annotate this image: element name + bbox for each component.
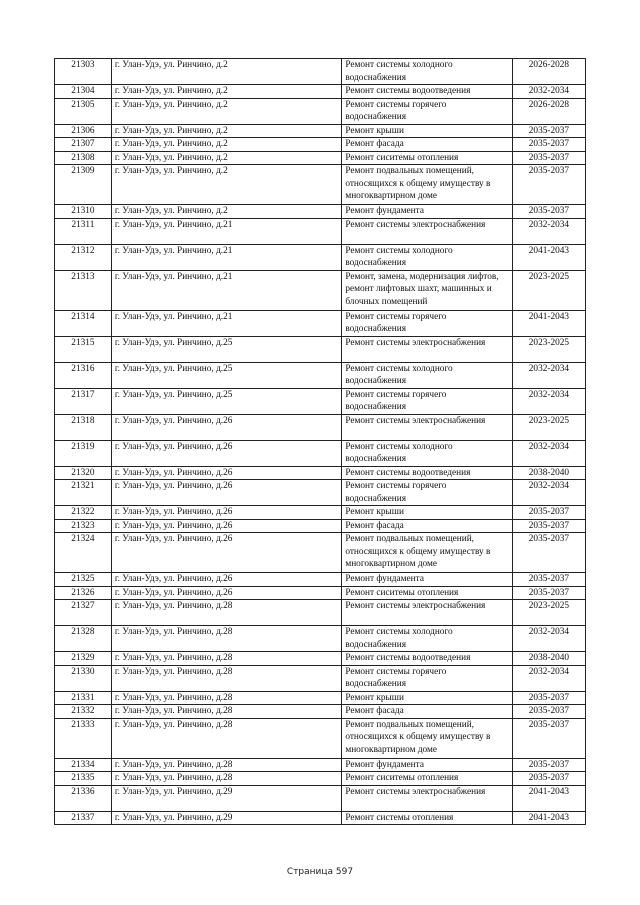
row-work-type: Ремонт фасада	[342, 519, 513, 533]
row-id: 21334	[55, 758, 112, 772]
row-id: 21333	[55, 718, 112, 758]
row-period: 2032-2034	[512, 626, 585, 652]
row-id: 21332	[55, 705, 112, 719]
row-period: 2026-2028	[512, 98, 585, 124]
table-row	[55, 165, 586, 205]
table-row	[55, 586, 586, 600]
row-work-type: Ремонт фундамента	[342, 758, 513, 772]
row-id: 21326	[55, 586, 112, 600]
row-period: 2023-2025	[512, 270, 585, 310]
row-address: г. Улан-Удэ, ул. Ринчино, д.28	[111, 652, 341, 666]
table-row	[55, 85, 586, 99]
table-row	[55, 98, 586, 124]
row-work-type: Ремонт системы холодного водоснабжения	[342, 440, 513, 466]
row-work-type: Ремонт крыши	[342, 691, 513, 705]
table-row	[55, 124, 586, 138]
row-work-type: Ремонт подвальных помещений, относящихся к общему имуществу в многоквартирном доме	[342, 165, 513, 205]
row-id: 21303	[55, 59, 112, 85]
row-period: 2032-2034	[512, 388, 585, 414]
table-row	[55, 573, 586, 587]
table-row	[55, 705, 586, 719]
row-address: г. Улан-Удэ, ул. Ринчино, д.26	[111, 573, 341, 587]
row-work-type: Ремонт системы холодного водоснабжения	[342, 59, 513, 85]
repair-schedule-table	[54, 58, 586, 825]
row-id: 21310	[55, 205, 112, 219]
row-address: г. Улан-Удэ, ул. Ринчино, д.29	[111, 811, 341, 825]
row-id: 21317	[55, 388, 112, 414]
row-id: 21329	[55, 652, 112, 666]
row-work-type: Ремонт системы горячего водоснабжения	[342, 98, 513, 124]
row-id: 21321	[55, 480, 112, 506]
row-period: 2035-2037	[512, 718, 585, 758]
row-address: г. Улан-Удэ, ул. Ринчино, д.28	[111, 758, 341, 772]
row-work-type: Ремонт, замена, модернизация лифтов, ремонт лифтовых шахт, машинных и блочных помещений	[342, 270, 513, 310]
row-id: 21318	[55, 414, 112, 440]
row-work-type: Ремонт фундамента	[342, 573, 513, 587]
row-period: 2035-2037	[512, 519, 585, 533]
table-row	[55, 772, 586, 786]
row-work-type: Ремонт системы холодного водоснабжения	[342, 362, 513, 388]
row-period: 2032-2034	[512, 440, 585, 466]
row-address: г. Улан-Удэ, ул. Ринчино, д.26	[111, 440, 341, 466]
row-id: 21323	[55, 519, 112, 533]
row-period: 2041-2043	[512, 244, 585, 270]
row-period: 2035-2037	[512, 165, 585, 205]
row-address: г. Улан-Удэ, ул. Ринчино, д.21	[111, 218, 341, 244]
row-address: г. Улан-Удэ, ул. Ринчино, д.2	[111, 151, 341, 165]
row-address: г. Улан-Удэ, ул. Ринчино, д.26	[111, 506, 341, 520]
row-address: г. Улан-Удэ, ул. Ринчино, д.26	[111, 533, 341, 573]
repair-schedule-body	[55, 59, 586, 825]
table-row	[55, 519, 586, 533]
row-address: г. Улан-Удэ, ул. Ринчино, д.28	[111, 705, 341, 719]
row-id: 21327	[55, 600, 112, 626]
row-id: 21325	[55, 573, 112, 587]
row-period: 2032-2034	[512, 665, 585, 691]
row-id: 21316	[55, 362, 112, 388]
row-period: 2035-2037	[512, 691, 585, 705]
table-row	[55, 600, 586, 626]
row-id: 21305	[55, 98, 112, 124]
table-row	[55, 533, 586, 573]
row-period: 2035-2037	[512, 772, 585, 786]
row-period: 2035-2037	[512, 758, 585, 772]
row-period: 2035-2037	[512, 573, 585, 587]
row-id: 21337	[55, 811, 112, 825]
row-work-type: Ремонт системы электроснабжения	[342, 785, 513, 811]
row-work-type: Ремонт фундамента	[342, 205, 513, 219]
row-period: 2038-2040	[512, 466, 585, 480]
table-row	[55, 244, 586, 270]
row-address: г. Улан-Удэ, ул. Ринчино, д.2	[111, 138, 341, 152]
table-row	[55, 362, 586, 388]
row-period: 2035-2037	[512, 533, 585, 573]
row-period: 2035-2037	[512, 138, 585, 152]
row-address: г. Улан-Удэ, ул. Ринчино, д.28	[111, 665, 341, 691]
row-id: 21306	[55, 124, 112, 138]
row-period: 2035-2037	[512, 586, 585, 600]
row-work-type: Ремонт крыши	[342, 506, 513, 520]
row-id: 21324	[55, 533, 112, 573]
row-id: 21304	[55, 85, 112, 99]
row-work-type: Ремонт системы электроснабжения	[342, 600, 513, 626]
page-number: Страница 597	[286, 867, 354, 877]
row-period: 2032-2034	[512, 85, 585, 99]
row-work-type: Ремонт системы отопления	[342, 811, 513, 825]
row-work-type: Ремонт системы горячего водоснабжения	[342, 665, 513, 691]
row-address: г. Улан-Удэ, ул. Ринчино, д.26	[111, 466, 341, 480]
row-work-type: Ремонт фасада	[342, 705, 513, 719]
table-row	[55, 466, 586, 480]
row-id: 21328	[55, 626, 112, 652]
row-address: г. Улан-Удэ, ул. Ринчино, д.28	[111, 691, 341, 705]
table-row	[55, 310, 586, 336]
table-row	[55, 440, 586, 466]
row-id: 21322	[55, 506, 112, 520]
row-id: 21308	[55, 151, 112, 165]
row-work-type: Ремонт системы электроснабжения	[342, 336, 513, 362]
row-id: 21331	[55, 691, 112, 705]
table-row	[55, 785, 586, 811]
row-id: 21320	[55, 466, 112, 480]
row-id: 21307	[55, 138, 112, 152]
row-address: г. Улан-Удэ, ул. Ринчино, д.2	[111, 59, 341, 85]
row-work-type: Ремонт системы горячего водоснабжения	[342, 310, 513, 336]
table-row	[55, 652, 586, 666]
row-address: г. Улан-Удэ, ул. Ринчино, д.2	[111, 98, 341, 124]
row-address: г. Улан-Удэ, ул. Ринчино, д.28	[111, 600, 341, 626]
row-address: г. Улан-Удэ, ул. Ринчино, д.25	[111, 388, 341, 414]
row-work-type: Ремонт системы горячего водоснабжения	[342, 480, 513, 506]
row-work-type: Ремонт подвальных помещений, относящихся к общему имуществу в многоквартирном доме	[342, 718, 513, 758]
row-address: г. Улан-Удэ, ул. Ринчино, д.26	[111, 480, 341, 506]
row-period: 2026-2028	[512, 59, 585, 85]
row-id: 21315	[55, 336, 112, 362]
table-row	[55, 59, 586, 85]
row-work-type: Ремонт системы холодного водоснабжения	[342, 244, 513, 270]
row-work-type: Ремонт сиситемы отопления	[342, 772, 513, 786]
table-row	[55, 811, 586, 825]
table-row	[55, 414, 586, 440]
row-period: 2032-2034	[512, 480, 585, 506]
row-period: 2041-2043	[512, 811, 585, 825]
row-period: 2041-2043	[512, 785, 585, 811]
row-period: 2038-2040	[512, 652, 585, 666]
table-row	[55, 205, 586, 219]
row-id: 21330	[55, 665, 112, 691]
row-id: 21314	[55, 310, 112, 336]
row-address: г. Улан-Удэ, ул. Ринчино, д.28	[111, 626, 341, 652]
row-address: г. Улан-Удэ, ул. Ринчино, д.28	[111, 718, 341, 758]
row-work-type: Ремонт системы водоотведения	[342, 85, 513, 99]
row-period: 2023-2025	[512, 414, 585, 440]
row-work-type: Ремонт фасада	[342, 138, 513, 152]
row-work-type: Ремонт крыши	[342, 124, 513, 138]
row-work-type: Ремонт системы электроснабжения	[342, 414, 513, 440]
table-row	[55, 336, 586, 362]
row-work-type: Ремонт системы водоотведения	[342, 652, 513, 666]
row-work-type: Ремонт подвальных помещений, относящихся к общему имуществу в многоквартирном доме	[342, 533, 513, 573]
row-work-type: Ремонт сиситемы отопления	[342, 151, 513, 165]
row-period: 2035-2037	[512, 124, 585, 138]
row-id: 21309	[55, 165, 112, 205]
row-work-type: Ремонт системы водоотведения	[342, 466, 513, 480]
row-period: 2035-2037	[512, 205, 585, 219]
table-row	[55, 151, 586, 165]
row-period: 2035-2037	[512, 506, 585, 520]
row-address: г. Улан-Удэ, ул. Ринчино, д.25	[111, 362, 341, 388]
row-period: 2032-2034	[512, 362, 585, 388]
row-work-type: Ремонт системы горячего водоснабжения	[342, 388, 513, 414]
row-address: г. Улан-Удэ, ул. Ринчино, д.29	[111, 785, 341, 811]
row-address: г. Улан-Удэ, ул. Ринчино, д.2	[111, 85, 341, 99]
row-period: 2032-2034	[512, 218, 585, 244]
row-period: 2023-2025	[512, 600, 585, 626]
row-id: 21336	[55, 785, 112, 811]
table-row	[55, 758, 586, 772]
row-address: г. Улан-Удэ, ул. Ринчино, д.2	[111, 124, 341, 138]
row-work-type: Ремонт системы электроснабжения	[342, 218, 513, 244]
table-row	[55, 718, 586, 758]
table-row	[55, 665, 586, 691]
row-address: г. Улан-Удэ, ул. Ринчино, д.21	[111, 244, 341, 270]
row-address: г. Улан-Удэ, ул. Ринчино, д.26	[111, 414, 341, 440]
table-row	[55, 218, 586, 244]
row-address: г. Улан-Удэ, ул. Ринчино, д.21	[111, 310, 341, 336]
row-id: 21335	[55, 772, 112, 786]
row-address: г. Улан-Удэ, ул. Ринчино, д.2	[111, 205, 341, 219]
row-address: г. Улан-Удэ, ул. Ринчино, д.2	[111, 165, 341, 205]
row-address: г. Улан-Удэ, ул. Ринчино, д.21	[111, 270, 341, 310]
row-work-type: Ремонт системы холодного водоснабжения	[342, 626, 513, 652]
table-row	[55, 691, 586, 705]
row-id: 21311	[55, 218, 112, 244]
row-period: 2041-2043	[512, 310, 585, 336]
row-address: г. Улан-Удэ, ул. Ринчино, д.26	[111, 586, 341, 600]
row-address: г. Улан-Удэ, ул. Ринчино, д.25	[111, 336, 341, 362]
row-address: г. Улан-Удэ, ул. Ринчино, д.26	[111, 519, 341, 533]
row-period: 2035-2037	[512, 151, 585, 165]
row-id: 21312	[55, 244, 112, 270]
table-row	[55, 138, 586, 152]
row-work-type: Ремонт сиситемы отопления	[342, 586, 513, 600]
row-address: г. Улан-Удэ, ул. Ринчино, д.28	[111, 772, 341, 786]
table-row	[55, 626, 586, 652]
table-row	[55, 270, 586, 310]
table-row	[55, 388, 586, 414]
table-row	[55, 480, 586, 506]
row-id: 21313	[55, 270, 112, 310]
row-period: 2023-2025	[512, 336, 585, 362]
row-period: 2035-2037	[512, 705, 585, 719]
table-row	[55, 506, 586, 520]
row-id: 21319	[55, 440, 112, 466]
